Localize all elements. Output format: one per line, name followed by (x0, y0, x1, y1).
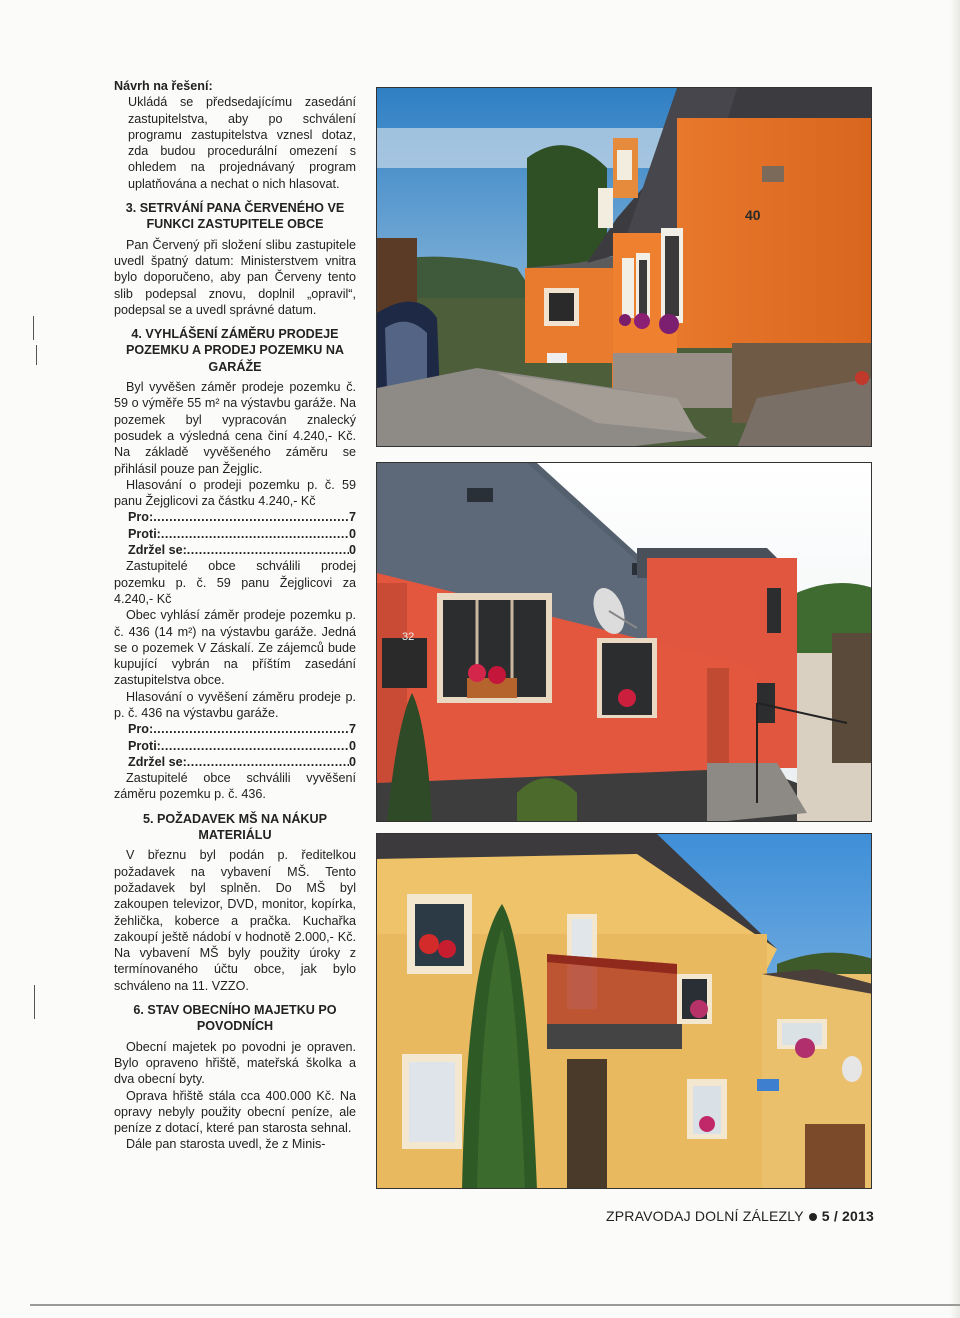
section-4-paragraph: Hlasování o vyvěšení záměru prodeje p. p. č. 436 na výstavbu garáže. (114, 689, 356, 720)
section-4-paragraph: Zastupitelé obce schválili prodej pozemku p. č. 59 panu Žejglicovi za 4.240,- Kč (114, 559, 356, 606)
article-column (114, 78, 356, 1153)
section-3-text: Pan Červený při složení slibu zastupitele uvedl špatný datum: Ministerstvem vnitra bylo doporučeno, aby pan Červeny tento slib podepsal znovu, doplnil „opravil“, podepsal se a uvedl správné datum. (114, 237, 356, 317)
section-4-paragraph: Byl vyvěšen záměr prodeje pozemku č. 59 o výměře 55 m² na výstavbu garáže. Na pozemek byl vypracován znalecký posudek a výsledná cena činí 4.240,- Kč. Na základě vyvěšeného záměru se přihlásil pouze pan Žejglic. (114, 380, 356, 476)
page-footer (606, 1208, 874, 1224)
section-6-paragraph: Dále pan starosta uvedl, že z Minis- (126, 1137, 326, 1152)
section-4-paragraph: Zastupitelé obce schválili vyvěšení záměru pozemku p. č. 436. (114, 771, 356, 802)
section-5-text: V březnu byl podán p. ředitelkou požadavek na vybavení MŠ. Tento požadavek byl splněn. Do MŠ byl zakoupen televizor, DVD, monitor, kopírka, žehlička, koberce a pračka. Kuchařka zakoupí ještě nádobí v hodnotě 2.000,- Kč. Na vybavení MŠ byly použity úroky z termínovaného účtu obce, jak bylo schváleno na 11. VZZO. (114, 848, 356, 993)
section-4-paragraph: Obec vyhlásí záměr prodeje pozemku p. č. 436 (14 m²) na výstavbu garáže. Jedná se o pozemek V Záskalí. Ze zájemců bude kupující vybrán na příštím zasedání zastupitelstva obce. (114, 608, 356, 688)
vote-row-against: Proti: ..... 0 (114, 738, 356, 754)
section-4-paragraph: Hlasování o prodeji pozemku p. č. 59 panu Žejglicovi za částku 4.240,- Kč (114, 477, 356, 509)
house-number: 40 (745, 207, 761, 223)
section-5-title: 5. POŽADAVEK MŠ NA NÁKUP MATERIÁLU (142, 811, 328, 843)
section-3-title: 3. SETRVÁNÍ PANA ČERVENÉHO VE FUNKCI ZASTUPITELE OBCE (125, 201, 345, 232)
scan-mark (34, 985, 35, 1019)
proposal-text: Ukládá se předsedajícímu zasedání zastupitelstva, aby po schválení programu zastupitelstva vznesl dotaz, zda budou procedurální omezení s ohledem na projednávaný program uplatňována a nechat o nich hlasovat. (128, 95, 356, 191)
vote-row-for: Pro: ..... 7 (114, 509, 356, 525)
issue-number: 5 / 2013 (821, 1208, 874, 1224)
publication-name: ZPRAVODAJ DOLNÍ ZÁLEZLY (606, 1208, 804, 1224)
vote-row-abstain: Zdržel se: ..... 0 (114, 754, 356, 770)
section-6-paragraph: Oprava hřiště stála cca 400.000 Kč. Na opravy nebyly použity obecní peníze, ale peníze z dotací, které pan starosta sehnal. (114, 1088, 356, 1136)
scan-edge (30, 1304, 960, 1306)
scan-mark (36, 345, 37, 365)
section-6-title: 6. STAV OBECNÍHO MAJETKU PO POVODNÍCH (133, 1003, 337, 1034)
photo-yellow-house (376, 833, 872, 1189)
photo-orange-house (376, 87, 872, 447)
scan-mark (33, 316, 34, 340)
scan-edge (950, 0, 960, 1318)
vote-row-against: Proti: ..... 0 (114, 526, 356, 542)
vote-row-for: Pro: ..... 7 (114, 721, 356, 737)
house-number: 32 (402, 631, 415, 643)
vote-row-abstain: Zdržel se: ..... 0 (114, 542, 356, 558)
proposal-heading: Návrh na řešení: (114, 79, 213, 93)
section-4-title: 4. VYHLÁŠENÍ ZÁMĚRU PRODEJE POZEMKU A PRODEJ POZEMKU NA GARÁŽE (125, 327, 345, 374)
section-6-paragraph: Obecní majetek po povodni je opraven. Bylo opraveno hřiště, mateřská školka a dva obecní byty. (114, 1039, 356, 1087)
photo-red-house (376, 462, 872, 822)
bullet-icon (809, 1213, 817, 1221)
